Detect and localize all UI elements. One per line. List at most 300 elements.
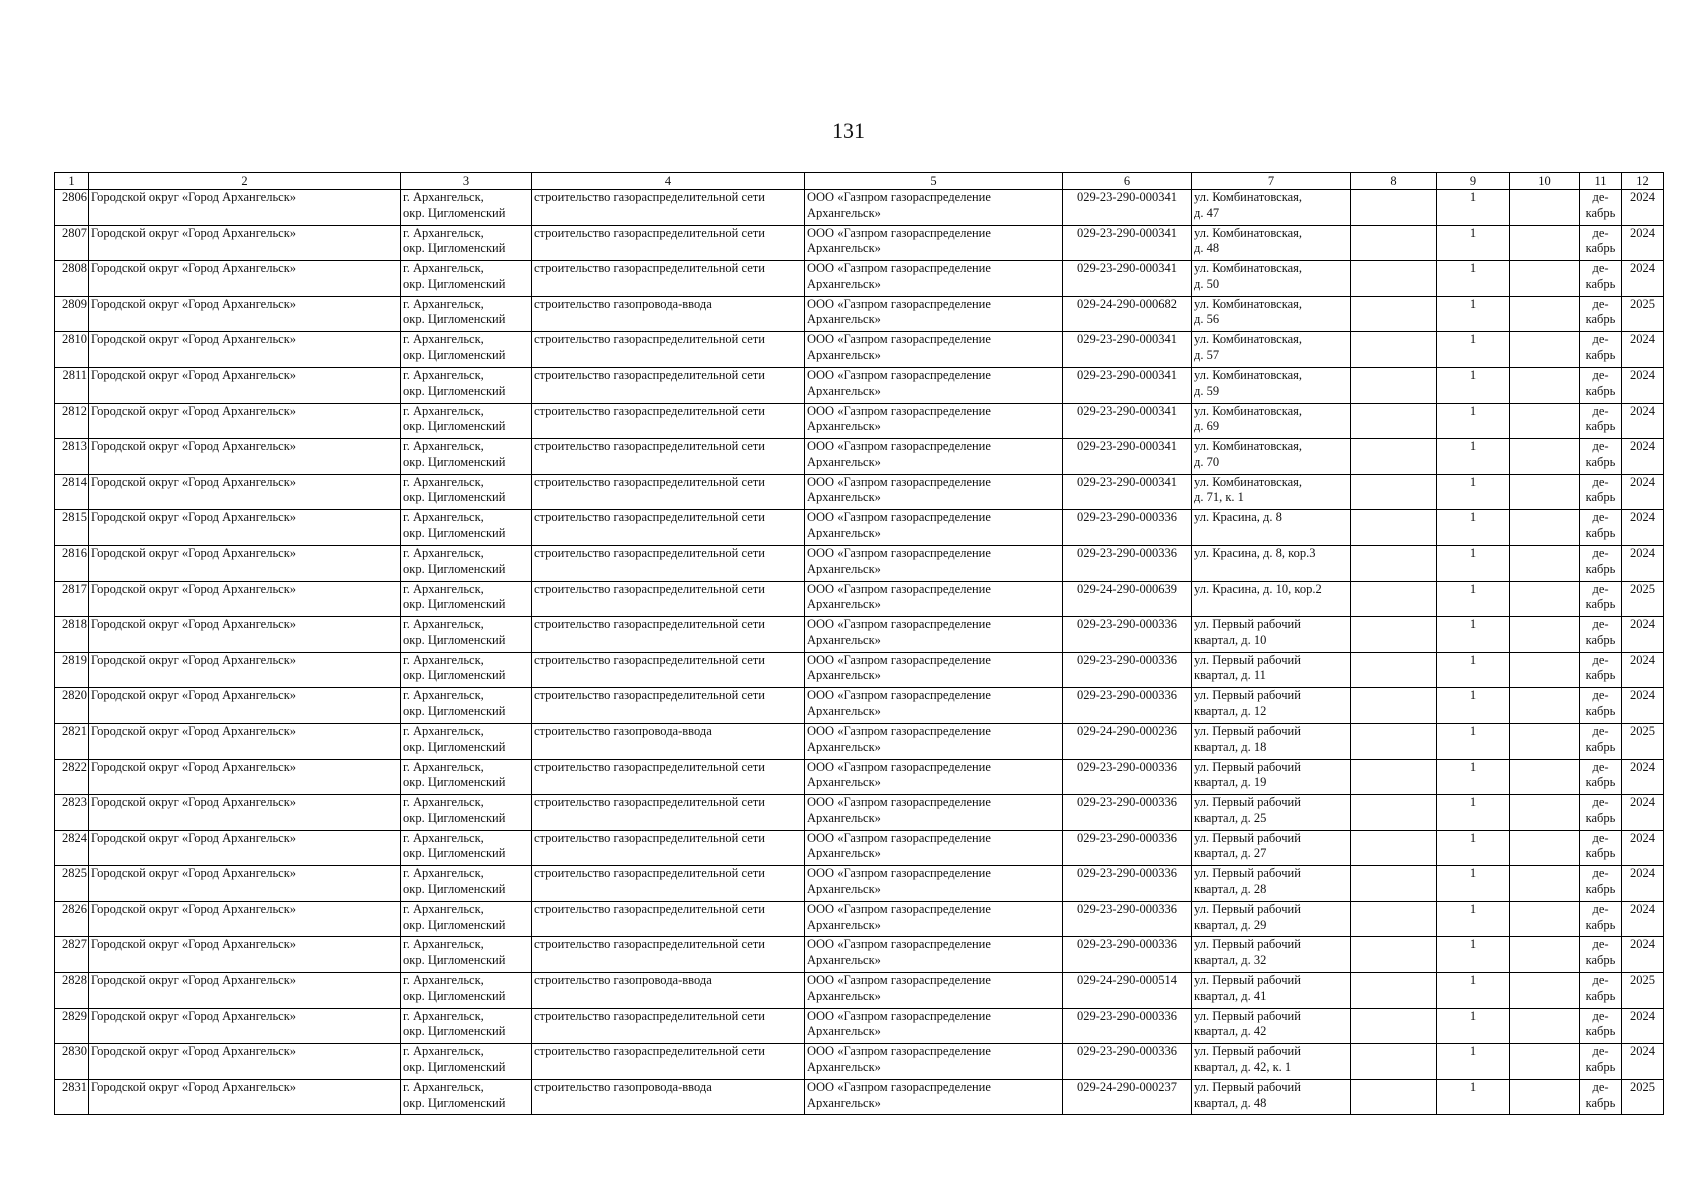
row-number bbox=[55, 332, 89, 368]
work-type-cell bbox=[532, 545, 805, 581]
table-row bbox=[55, 225, 1664, 261]
month-cell-line: кабрь bbox=[1585, 276, 1616, 291]
row-number-line: 2815 bbox=[62, 510, 87, 525]
work-type-cell-line: строительство газораспределительной сети bbox=[534, 901, 765, 916]
organization-cell-line: Архангельск» bbox=[807, 1059, 881, 1074]
organization-cell bbox=[805, 688, 1063, 724]
year-cell-line: 2024 bbox=[1630, 190, 1655, 204]
program-code-cell-line: 029-23-290-000341 bbox=[1077, 474, 1177, 489]
month-cell-line: де- bbox=[1592, 617, 1609, 632]
address-cell-line: ул. Первый рабочий bbox=[1194, 866, 1301, 881]
column-header: 1 bbox=[55, 173, 89, 190]
organization-cell bbox=[805, 190, 1063, 226]
organization-cell-line: ООО «Газпром газораспределение bbox=[807, 474, 991, 489]
organization-cell-line: ООО «Газпром газораспределение bbox=[807, 973, 991, 988]
column-10-cell bbox=[1510, 403, 1580, 439]
row-number bbox=[55, 901, 89, 937]
column-10-cell bbox=[1510, 973, 1580, 1009]
address-cell-line: д. 71, к. 1 bbox=[1194, 490, 1244, 505]
locality-cell-line: г. Архангельск, bbox=[403, 688, 484, 703]
organization-cell-line: Архангельск» bbox=[807, 526, 881, 541]
row-number bbox=[55, 545, 89, 581]
locality-cell bbox=[401, 332, 532, 368]
year-cell-line: 2024 bbox=[1630, 937, 1655, 952]
program-code-cell-line: 029-23-290-000341 bbox=[1077, 261, 1177, 276]
month-cell-line: кабрь bbox=[1585, 241, 1616, 256]
column-9-cell-line: 1 bbox=[1469, 830, 1477, 845]
work-type-cell-line: строительство газораспределительной сети bbox=[534, 474, 765, 489]
municipality-cell bbox=[89, 367, 401, 403]
table-row bbox=[55, 474, 1664, 510]
row-number bbox=[55, 688, 89, 724]
month-cell bbox=[1580, 190, 1622, 226]
municipality-cell-line: Городской округ «Город Архангельск» bbox=[91, 830, 297, 845]
month-cell-line: кабрь bbox=[1585, 668, 1616, 683]
work-type-cell-line: строительство газораспределительной сети bbox=[534, 830, 765, 845]
address-cell-line: ул. Первый рабочий bbox=[1194, 652, 1301, 667]
address-cell bbox=[1192, 723, 1351, 759]
work-type-cell-line: строительство газораспределительной сети bbox=[534, 367, 765, 382]
address-cell bbox=[1192, 937, 1351, 973]
locality-cell-line: г. Архангельск, bbox=[403, 510, 484, 525]
locality-cell bbox=[401, 937, 532, 973]
column-9-cell-line: 1 bbox=[1469, 510, 1477, 525]
address-cell-line: квартал, д. 27 bbox=[1194, 846, 1267, 861]
year-cell-line: 2024 bbox=[1630, 332, 1655, 347]
organization-cell bbox=[805, 759, 1063, 795]
row-number-line: 2808 bbox=[62, 261, 87, 276]
month-cell-line: де- bbox=[1592, 474, 1609, 489]
column-8-cell bbox=[1351, 973, 1437, 1009]
row-number-line: 2823 bbox=[62, 795, 87, 810]
month-cell-line: кабрь bbox=[1585, 632, 1616, 647]
municipality-cell-line: Городской округ «Город Архангельск» bbox=[91, 296, 297, 311]
column-10-cell bbox=[1510, 367, 1580, 403]
locality-cell-line: г. Архангельск, bbox=[403, 474, 484, 489]
organization-cell-line: Архангельск» bbox=[807, 953, 881, 968]
data-table bbox=[54, 172, 1664, 1115]
column-9-cell-line: 1 bbox=[1469, 652, 1477, 667]
row-number bbox=[55, 367, 89, 403]
work-type-cell-line: строительство газораспределительной сети bbox=[534, 510, 765, 525]
month-cell bbox=[1580, 474, 1622, 510]
month-cell-line: де- bbox=[1592, 367, 1609, 382]
table-row bbox=[55, 830, 1664, 866]
column-8-cell bbox=[1351, 866, 1437, 902]
address-cell bbox=[1192, 901, 1351, 937]
municipality-cell bbox=[89, 190, 401, 226]
locality-cell bbox=[401, 581, 532, 617]
row-number bbox=[55, 617, 89, 653]
year-cell bbox=[1622, 439, 1664, 475]
table-row bbox=[55, 973, 1664, 1009]
month-cell bbox=[1580, 617, 1622, 653]
address-cell-line: квартал, д. 41 bbox=[1194, 988, 1267, 1003]
program-code-cell-line: 029-24-290-000237 bbox=[1077, 1079, 1177, 1094]
municipality-cell bbox=[89, 652, 401, 688]
month-cell-line: де- bbox=[1592, 1044, 1609, 1059]
address-cell-line: ул. Комбинатовская, bbox=[1194, 296, 1303, 311]
work-type-cell-line: строительство газораспределительной сети bbox=[534, 795, 765, 810]
program-code-cell bbox=[1063, 688, 1192, 724]
month-cell-line: де- bbox=[1592, 973, 1609, 988]
locality-cell-line: г. Архангельск, bbox=[403, 1079, 484, 1094]
month-cell bbox=[1580, 261, 1622, 297]
program-code-cell bbox=[1063, 759, 1192, 795]
column-10-cell bbox=[1510, 474, 1580, 510]
municipality-cell-line: Городской округ «Город Архангельск» bbox=[91, 1079, 297, 1094]
year-cell-line: 2024 bbox=[1630, 617, 1655, 632]
work-type-cell bbox=[532, 190, 805, 226]
row-number-line: 2809 bbox=[62, 296, 87, 311]
work-type-cell bbox=[532, 510, 805, 546]
program-code-cell-line: 029-23-290-000341 bbox=[1077, 225, 1177, 240]
organization-cell bbox=[805, 581, 1063, 617]
organization-cell-line: Архангельск» bbox=[807, 241, 881, 256]
column-9-cell bbox=[1437, 652, 1510, 688]
municipality-cell-line: Городской округ «Город Архангельск» bbox=[91, 439, 297, 454]
work-type-cell-line: строительство газораспределительной сети bbox=[534, 439, 765, 454]
address-cell-line: д. 70 bbox=[1194, 454, 1220, 469]
year-cell-line: 2024 bbox=[1630, 830, 1655, 845]
row-number bbox=[55, 403, 89, 439]
year-cell bbox=[1622, 510, 1664, 546]
municipality-cell-line: Городской округ «Город Архангельск» bbox=[91, 795, 297, 810]
program-code-cell-line: 029-23-290-000336 bbox=[1077, 795, 1177, 810]
address-cell bbox=[1192, 439, 1351, 475]
locality-cell-line: г. Архангельск, bbox=[403, 1044, 484, 1059]
column-header: 2 bbox=[89, 173, 401, 190]
month-cell-line: де- bbox=[1592, 723, 1609, 738]
table-row bbox=[55, 190, 1664, 226]
work-type-cell-line: строительство газораспределительной сети bbox=[534, 1008, 765, 1023]
program-code-cell-line: 029-23-290-000336 bbox=[1077, 830, 1177, 845]
address-cell-line: д. 56 bbox=[1194, 312, 1220, 327]
address-cell-line: ул. Первый рабочий bbox=[1194, 937, 1301, 952]
program-code-cell-line: 029-23-290-000336 bbox=[1077, 1008, 1177, 1023]
municipality-cell-line: Городской округ «Город Архангельск» bbox=[91, 901, 297, 916]
organization-cell-line: ООО «Газпром газораспределение bbox=[807, 581, 991, 596]
column-8-cell bbox=[1351, 688, 1437, 724]
column-8-cell bbox=[1351, 937, 1437, 973]
organization-cell-line: ООО «Газпром газораспределение bbox=[807, 617, 991, 632]
work-type-cell bbox=[532, 759, 805, 795]
row-number bbox=[55, 1044, 89, 1080]
column-8-cell bbox=[1351, 367, 1437, 403]
column-9-cell bbox=[1437, 937, 1510, 973]
locality-cell-line: окр. Цигломенский bbox=[403, 704, 506, 719]
month-cell bbox=[1580, 332, 1622, 368]
work-type-cell-line: строительство газораспределительной сети bbox=[534, 190, 765, 204]
organization-cell bbox=[805, 866, 1063, 902]
locality-cell-line: г. Архангельск, bbox=[403, 225, 484, 240]
program-code-cell-line: 029-23-290-000336 bbox=[1077, 937, 1177, 952]
column-8-cell bbox=[1351, 474, 1437, 510]
municipality-cell bbox=[89, 510, 401, 546]
column-10-cell bbox=[1510, 652, 1580, 688]
month-cell bbox=[1580, 367, 1622, 403]
municipality-cell bbox=[89, 866, 401, 902]
work-type-cell bbox=[532, 723, 805, 759]
organization-cell-line: Архангельск» bbox=[807, 846, 881, 861]
month-cell bbox=[1580, 545, 1622, 581]
row-number-line: 2831 bbox=[62, 1079, 87, 1094]
row-number-line: 2829 bbox=[62, 1008, 87, 1023]
column-8-cell bbox=[1351, 261, 1437, 297]
locality-cell-line: окр. Цигломенский bbox=[403, 810, 506, 825]
year-cell bbox=[1622, 617, 1664, 653]
municipality-cell-line: Городской округ «Город Архангельск» bbox=[91, 688, 297, 703]
municipality-cell bbox=[89, 901, 401, 937]
locality-cell-line: г. Архангельск, bbox=[403, 439, 484, 454]
locality-cell-line: г. Архангельск, bbox=[403, 545, 484, 560]
municipality-cell bbox=[89, 795, 401, 831]
table-row bbox=[55, 617, 1664, 653]
locality-cell-line: окр. Цигломенский bbox=[403, 526, 506, 541]
column-10-cell bbox=[1510, 510, 1580, 546]
column-header: 3 bbox=[401, 173, 532, 190]
address-cell-line: д. 57 bbox=[1194, 348, 1220, 363]
municipality-cell-line: Городской округ «Город Архангельск» bbox=[91, 261, 297, 276]
address-cell-line: квартал, д. 11 bbox=[1194, 668, 1266, 683]
column-header: 12 bbox=[1622, 173, 1664, 190]
program-code-cell bbox=[1063, 617, 1192, 653]
row-number bbox=[55, 510, 89, 546]
column-10-cell bbox=[1510, 1008, 1580, 1044]
year-cell-line: 2024 bbox=[1630, 901, 1655, 916]
column-10-cell bbox=[1510, 759, 1580, 795]
work-type-cell-line: строительство газораспределительной сети bbox=[534, 617, 765, 632]
locality-cell-line: окр. Цигломенский bbox=[403, 881, 506, 896]
work-type-cell-line: строительство газопровода-ввода bbox=[534, 1079, 712, 1094]
municipality-cell bbox=[89, 474, 401, 510]
row-number bbox=[55, 830, 89, 866]
month-cell-line: кабрь bbox=[1585, 561, 1616, 576]
column-9-cell bbox=[1437, 1079, 1510, 1115]
locality-cell-line: г. Архангельск, bbox=[403, 866, 484, 881]
month-cell-line: кабрь bbox=[1585, 597, 1616, 612]
table-row bbox=[55, 937, 1664, 973]
column-10-cell bbox=[1510, 261, 1580, 297]
row-number bbox=[55, 225, 89, 261]
address-cell bbox=[1192, 190, 1351, 226]
column-8-cell bbox=[1351, 296, 1437, 332]
year-cell-line: 2025 bbox=[1630, 296, 1655, 311]
organization-cell-line: Архангельск» bbox=[807, 739, 881, 754]
program-code-cell bbox=[1063, 190, 1192, 226]
row-number-line: 2812 bbox=[62, 403, 87, 418]
year-cell bbox=[1622, 830, 1664, 866]
column-header: 6 bbox=[1063, 173, 1192, 190]
column-header: 5 bbox=[805, 173, 1063, 190]
address-cell-line: ул. Первый рабочий bbox=[1194, 1079, 1301, 1094]
column-10-cell bbox=[1510, 830, 1580, 866]
column-9-cell-line: 1 bbox=[1469, 403, 1477, 418]
row-number bbox=[55, 1008, 89, 1044]
program-code-cell-line: 029-23-290-000336 bbox=[1077, 901, 1177, 916]
locality-cell-line: окр. Цигломенский bbox=[403, 419, 506, 434]
year-cell-line: 2024 bbox=[1630, 1008, 1655, 1023]
locality-cell-line: окр. Цигломенский bbox=[403, 739, 506, 754]
year-cell bbox=[1622, 474, 1664, 510]
locality-cell bbox=[401, 403, 532, 439]
year-cell-line: 2024 bbox=[1630, 688, 1655, 703]
locality-cell-line: г. Архангельск, bbox=[403, 937, 484, 952]
work-type-cell-line: строительство газопровода-ввода bbox=[534, 973, 712, 988]
locality-cell-line: г. Архангельск, bbox=[403, 759, 484, 774]
month-cell-line: кабрь bbox=[1585, 454, 1616, 469]
program-code-cell-line: 029-24-290-000236 bbox=[1077, 723, 1177, 738]
table-row bbox=[55, 1008, 1664, 1044]
address-cell bbox=[1192, 367, 1351, 403]
organization-cell bbox=[805, 830, 1063, 866]
month-cell bbox=[1580, 830, 1622, 866]
work-type-cell-line: строительство газораспределительной сети bbox=[534, 581, 765, 596]
locality-cell bbox=[401, 225, 532, 261]
row-number-line: 2813 bbox=[62, 439, 87, 454]
work-type-cell-line: строительство газораспределительной сети bbox=[534, 688, 765, 703]
column-9-cell-line: 1 bbox=[1469, 332, 1477, 347]
month-cell-line: кабрь bbox=[1585, 917, 1616, 932]
municipality-cell-line: Городской округ «Город Архангельск» bbox=[91, 332, 297, 347]
row-number-line: 2819 bbox=[62, 652, 87, 667]
locality-cell-line: окр. Цигломенский bbox=[403, 454, 506, 469]
row-number bbox=[55, 581, 89, 617]
work-type-cell bbox=[532, 403, 805, 439]
locality-cell-line: г. Архангельск, bbox=[403, 973, 484, 988]
row-number-line: 2810 bbox=[62, 332, 87, 347]
month-cell bbox=[1580, 866, 1622, 902]
organization-cell bbox=[805, 545, 1063, 581]
municipality-cell-line: Городской округ «Город Архангельск» bbox=[91, 723, 297, 738]
month-cell-line: де- bbox=[1592, 937, 1609, 952]
month-cell bbox=[1580, 510, 1622, 546]
address-cell-line: квартал, д. 19 bbox=[1194, 775, 1267, 790]
year-cell-line: 2024 bbox=[1630, 510, 1655, 525]
column-9-cell-line: 1 bbox=[1469, 795, 1477, 810]
municipality-cell bbox=[89, 545, 401, 581]
year-cell bbox=[1622, 759, 1664, 795]
column-8-cell bbox=[1351, 795, 1437, 831]
column-number-row bbox=[55, 173, 1664, 190]
row-number-line: 2807 bbox=[62, 225, 87, 240]
address-cell-line: ул. Комбинатовская, bbox=[1194, 261, 1303, 276]
column-9-cell-line: 1 bbox=[1469, 759, 1477, 774]
organization-cell-line: Архангельск» bbox=[807, 348, 881, 363]
column-10-cell bbox=[1510, 581, 1580, 617]
column-10-cell bbox=[1510, 1079, 1580, 1115]
month-cell-line: де- bbox=[1592, 1008, 1609, 1023]
column-10-cell bbox=[1510, 296, 1580, 332]
month-cell-line: кабрь bbox=[1585, 1024, 1616, 1039]
locality-cell-line: г. Архангельск, bbox=[403, 296, 484, 311]
year-cell-line: 2024 bbox=[1630, 866, 1655, 881]
column-header: 9 bbox=[1437, 173, 1510, 190]
column-9-cell bbox=[1437, 901, 1510, 937]
year-cell bbox=[1622, 937, 1664, 973]
program-code-cell bbox=[1063, 866, 1192, 902]
row-number-line: 2830 bbox=[62, 1044, 87, 1059]
address-cell bbox=[1192, 545, 1351, 581]
organization-cell bbox=[805, 474, 1063, 510]
address-cell-line: ул. Красина, д. 8, кор.3 bbox=[1194, 545, 1316, 560]
column-9-cell bbox=[1437, 617, 1510, 653]
column-9-cell-line: 1 bbox=[1469, 581, 1477, 596]
program-code-cell bbox=[1063, 225, 1192, 261]
year-cell-line: 2024 bbox=[1630, 652, 1655, 667]
column-header: 11 bbox=[1580, 173, 1622, 190]
month-cell-line: де- bbox=[1592, 759, 1609, 774]
locality-cell-line: окр. Цигломенский bbox=[403, 917, 506, 932]
row-number-line: 2822 bbox=[62, 759, 87, 774]
table-row bbox=[55, 510, 1664, 546]
column-9-cell-line: 1 bbox=[1469, 1044, 1477, 1059]
organization-cell bbox=[805, 510, 1063, 546]
address-cell bbox=[1192, 866, 1351, 902]
month-cell-line: де- bbox=[1592, 296, 1609, 311]
column-9-cell-line: 1 bbox=[1469, 261, 1477, 276]
month-cell-line: кабрь bbox=[1585, 526, 1616, 541]
column-9-cell bbox=[1437, 581, 1510, 617]
program-code-cell bbox=[1063, 1044, 1192, 1080]
year-cell bbox=[1622, 688, 1664, 724]
work-type-cell bbox=[532, 866, 805, 902]
organization-cell-line: ООО «Газпром газораспределение bbox=[807, 1008, 991, 1023]
column-header: 10 bbox=[1510, 173, 1580, 190]
column-9-cell-line: 1 bbox=[1469, 688, 1477, 703]
address-cell bbox=[1192, 296, 1351, 332]
work-type-cell-line: строительство газопровода-ввода bbox=[534, 296, 712, 311]
address-cell-line: квартал, д. 42 bbox=[1194, 1024, 1267, 1039]
program-code-cell-line: 029-23-290-000336 bbox=[1077, 652, 1177, 667]
work-type-cell-line: строительство газораспределительной сети bbox=[534, 1044, 765, 1059]
column-9-cell bbox=[1437, 296, 1510, 332]
column-9-cell-line: 1 bbox=[1469, 190, 1477, 204]
organization-cell-line: Архангельск» bbox=[807, 383, 881, 398]
month-cell-line: кабрь bbox=[1585, 490, 1616, 505]
column-8-cell bbox=[1351, 901, 1437, 937]
month-cell-line: де- bbox=[1592, 545, 1609, 560]
locality-cell bbox=[401, 510, 532, 546]
locality-cell bbox=[401, 439, 532, 475]
program-code-cell bbox=[1063, 332, 1192, 368]
column-9-cell-line: 1 bbox=[1469, 901, 1477, 916]
locality-cell-line: окр. Цигломенский bbox=[403, 241, 506, 256]
month-cell-line: де- bbox=[1592, 581, 1609, 596]
column-8-cell bbox=[1351, 545, 1437, 581]
program-code-cell-line: 029-23-290-000336 bbox=[1077, 545, 1177, 560]
work-type-cell-line: строительство газопровода-ввода bbox=[534, 723, 712, 738]
locality-cell bbox=[401, 901, 532, 937]
month-cell-line: де- bbox=[1592, 1079, 1609, 1094]
column-9-cell bbox=[1437, 973, 1510, 1009]
work-type-cell-line: строительство газораспределительной сети bbox=[534, 403, 765, 418]
locality-cell bbox=[401, 261, 532, 297]
program-code-cell-line: 029-23-290-000336 bbox=[1077, 866, 1177, 881]
row-number bbox=[55, 261, 89, 297]
column-10-cell bbox=[1510, 545, 1580, 581]
work-type-cell bbox=[532, 973, 805, 1009]
month-cell-line: де- bbox=[1592, 652, 1609, 667]
organization-cell-line: Архангельск» bbox=[807, 1024, 881, 1039]
municipality-cell bbox=[89, 973, 401, 1009]
year-cell-line: 2024 bbox=[1630, 367, 1655, 382]
address-cell bbox=[1192, 581, 1351, 617]
program-code-cell-line: 029-23-290-000336 bbox=[1077, 510, 1177, 525]
address-cell bbox=[1192, 688, 1351, 724]
organization-cell-line: ООО «Газпром газораспределение bbox=[807, 261, 991, 276]
locality-cell-line: окр. Цигломенский bbox=[403, 490, 506, 505]
